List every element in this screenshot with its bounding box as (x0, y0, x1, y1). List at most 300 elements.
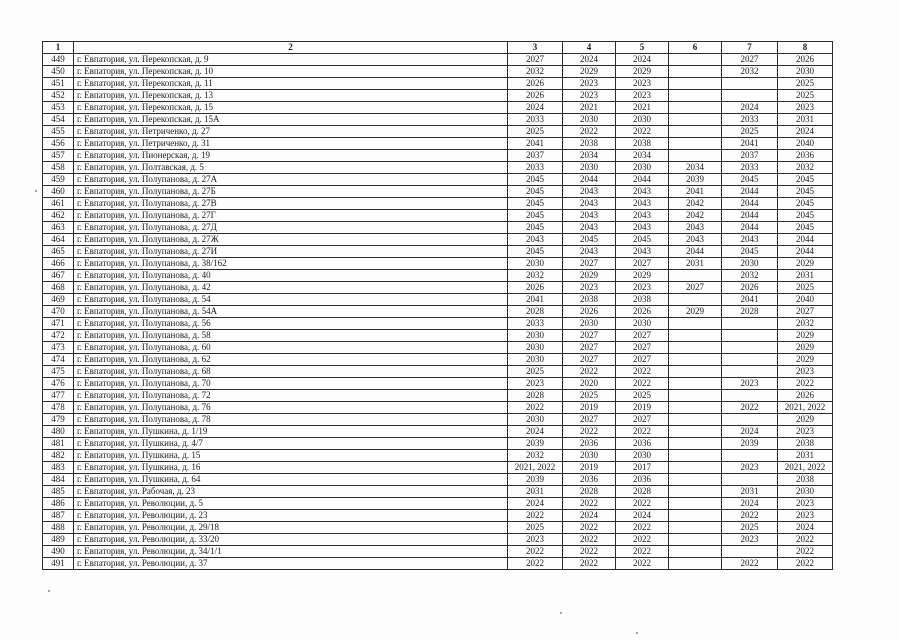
table-row (43, 474, 833, 486)
housing-schedule-table (42, 41, 833, 570)
year-col-8-cell: 2029 (778, 354, 833, 366)
scan-speck (560, 612, 562, 614)
year-col-5-cell: 2038 (616, 294, 669, 306)
year-col-8-cell: 2032 (778, 318, 833, 330)
year-col-3-cell: 2045 (508, 222, 563, 234)
year-col-8-cell: 2022 (778, 378, 833, 390)
year-col-4-cell: 2019 (563, 402, 616, 414)
year-col-3-cell: 2021, 2022 (508, 462, 563, 474)
table-row (43, 138, 833, 150)
year-col-4-cell: 2023 (563, 78, 616, 90)
year-col-6-cell (669, 330, 722, 342)
column-header-5: 5 (616, 42, 669, 54)
year-col-4-cell: 2027 (563, 330, 616, 342)
table-row (43, 498, 833, 510)
column-header-2: 2 (74, 42, 508, 54)
year-col-7-cell: 2032 (722, 270, 778, 282)
year-col-6-cell: 2031 (669, 258, 722, 270)
year-col-3-cell: 2033 (508, 318, 563, 330)
year-col-3-cell: 2023 (508, 534, 563, 546)
year-col-3-cell: 2025 (508, 522, 563, 534)
year-col-5-cell: 2022 (616, 126, 669, 138)
year-col-4-cell: 2044 (563, 174, 616, 186)
year-col-6-cell (669, 498, 722, 510)
row-number-cell: 473 (43, 342, 74, 354)
year-col-8-cell: 2025 (778, 90, 833, 102)
year-col-4-cell: 2022 (563, 366, 616, 378)
year-col-5-cell: 2027 (616, 354, 669, 366)
year-col-6-cell: 2043 (669, 222, 722, 234)
row-number-cell: 480 (43, 426, 74, 438)
year-col-3-cell: 2023 (508, 378, 563, 390)
address-cell: г. Евпатория, ул. Полупанова, д. 60 (74, 342, 508, 354)
year-col-4-cell: 2036 (563, 438, 616, 450)
year-col-7-cell: 2025 (722, 126, 778, 138)
year-col-4-cell: 2043 (563, 198, 616, 210)
year-col-4-cell: 2023 (563, 90, 616, 102)
year-col-8-cell: 2045 (778, 198, 833, 210)
row-number-cell: 487 (43, 510, 74, 522)
address-cell: г. Евпатория, ул. Полупанова, д. 40 (74, 270, 508, 282)
year-col-4-cell: 2045 (563, 234, 616, 246)
row-number-cell: 455 (43, 126, 74, 138)
row-number-cell: 470 (43, 306, 74, 318)
row-number-cell: 468 (43, 282, 74, 294)
year-col-5-cell: 2022 (616, 378, 669, 390)
year-col-8-cell: 2038 (778, 474, 833, 486)
year-col-7-cell: 2023 (722, 462, 778, 474)
column-header-4: 4 (563, 42, 616, 54)
year-col-7-cell: 2039 (722, 438, 778, 450)
year-col-7-cell: 2045 (722, 174, 778, 186)
year-col-7-cell: 2044 (722, 198, 778, 210)
year-col-8-cell: 2023 (778, 366, 833, 378)
year-col-4-cell: 2025 (563, 390, 616, 402)
year-col-7-cell: 2030 (722, 258, 778, 270)
year-col-8-cell: 2031 (778, 450, 833, 462)
year-col-5-cell: 2030 (616, 114, 669, 126)
year-col-6-cell: 2043 (669, 234, 722, 246)
row-number-cell: 462 (43, 210, 74, 222)
row-number-cell: 466 (43, 258, 74, 270)
year-col-5-cell: 2027 (616, 342, 669, 354)
year-col-5-cell: 2022 (616, 366, 669, 378)
year-col-6-cell (669, 462, 722, 474)
row-number-cell: 456 (43, 138, 74, 150)
year-col-3-cell: 2028 (508, 306, 563, 318)
year-col-6-cell (669, 318, 722, 330)
row-number-cell: 489 (43, 534, 74, 546)
address-cell: г. Евпатория, ул. Революции, д. 37 (74, 558, 508, 570)
year-col-3-cell: 2026 (508, 90, 563, 102)
year-col-6-cell (669, 150, 722, 162)
year-col-3-cell: 2030 (508, 258, 563, 270)
table-row (43, 486, 833, 498)
table-body (43, 54, 833, 570)
year-col-6-cell (669, 90, 722, 102)
year-col-3-cell: 2030 (508, 354, 563, 366)
year-col-6-cell (669, 510, 722, 522)
table-row (43, 222, 833, 234)
row-number-cell: 478 (43, 402, 74, 414)
year-col-3-cell: 2026 (508, 78, 563, 90)
table-row (43, 354, 833, 366)
year-col-3-cell: 2030 (508, 330, 563, 342)
row-number-cell: 490 (43, 546, 74, 558)
year-col-5-cell: 2027 (616, 414, 669, 426)
year-col-4-cell: 2021 (563, 102, 616, 114)
year-col-8-cell: 2022 (778, 558, 833, 570)
year-col-3-cell: 2041 (508, 294, 563, 306)
year-col-7-cell: 2037 (722, 150, 778, 162)
table-row (43, 318, 833, 330)
row-number-cell: 453 (43, 102, 74, 114)
year-col-8-cell: 2025 (778, 282, 833, 294)
year-col-6-cell (669, 102, 722, 114)
table-row (43, 258, 833, 270)
year-col-6-cell: 2042 (669, 198, 722, 210)
year-col-5-cell: 2023 (616, 90, 669, 102)
year-col-5-cell: 2022 (616, 426, 669, 438)
year-col-4-cell: 2022 (563, 534, 616, 546)
year-col-3-cell: 2022 (508, 546, 563, 558)
year-col-4-cell: 2022 (563, 126, 616, 138)
address-cell: г. Евпатория, ул. Полупанова, д. 27Д (74, 222, 508, 234)
address-cell: г. Евпатория, ул. Революции, д. 23 (74, 510, 508, 522)
year-col-3-cell: 2031 (508, 486, 563, 498)
address-cell: г. Евпатория, ул. Полупанова, д. 27В (74, 198, 508, 210)
year-col-6-cell (669, 114, 722, 126)
year-col-4-cell: 2022 (563, 426, 616, 438)
row-number-cell: 488 (43, 522, 74, 534)
year-col-7-cell: 2033 (722, 114, 778, 126)
year-col-8-cell: 2045 (778, 222, 833, 234)
year-col-5-cell: 2024 (616, 54, 669, 66)
year-col-3-cell: 2028 (508, 390, 563, 402)
year-col-6-cell (669, 546, 722, 558)
year-col-5-cell: 2029 (616, 66, 669, 78)
year-col-4-cell: 2022 (563, 546, 616, 558)
year-col-6-cell (669, 342, 722, 354)
year-col-3-cell: 2045 (508, 186, 563, 198)
row-number-cell: 454 (43, 114, 74, 126)
year-col-8-cell: 2026 (778, 54, 833, 66)
year-col-7-cell (722, 354, 778, 366)
header-row (43, 42, 833, 54)
year-col-5-cell: 2028 (616, 486, 669, 498)
row-number-cell: 484 (43, 474, 74, 486)
address-cell: г. Евпатория, ул. Полупанова, д. 62 (74, 354, 508, 366)
row-number-cell: 474 (43, 354, 74, 366)
address-cell: г. Евпатория, ул. Революции, д. 29/18 (74, 522, 508, 534)
year-col-8-cell: 2029 (778, 258, 833, 270)
year-col-6-cell (669, 294, 722, 306)
year-col-5-cell: 2019 (616, 402, 669, 414)
address-cell: г. Евпатория, ул. Полупанова, д. 27Ж (74, 234, 508, 246)
year-col-6-cell (669, 366, 722, 378)
row-number-cell: 483 (43, 462, 74, 474)
year-col-7-cell: 2028 (722, 306, 778, 318)
table-row (43, 102, 833, 114)
year-col-8-cell: 2025 (778, 78, 833, 90)
year-col-4-cell: 2027 (563, 354, 616, 366)
year-col-7-cell (722, 414, 778, 426)
column-header-6: 6 (669, 42, 722, 54)
year-col-8-cell: 2029 (778, 330, 833, 342)
table-row (43, 90, 833, 102)
year-col-5-cell: 2030 (616, 450, 669, 462)
year-col-5-cell: 2025 (616, 390, 669, 402)
row-number-cell: 476 (43, 378, 74, 390)
year-col-6-cell (669, 78, 722, 90)
year-col-8-cell: 2030 (778, 66, 833, 78)
address-cell: г. Евпатория, ул. Полупанова, д. 76 (74, 402, 508, 414)
row-number-cell: 458 (43, 162, 74, 174)
year-col-4-cell: 2043 (563, 222, 616, 234)
year-col-5-cell: 2022 (616, 522, 669, 534)
address-cell: г. Евпатория, ул. Полтавская, д. 5 (74, 162, 508, 174)
row-number-cell: 465 (43, 246, 74, 258)
year-col-3-cell: 2039 (508, 474, 563, 486)
year-col-4-cell: 2023 (563, 282, 616, 294)
row-number-cell: 467 (43, 270, 74, 282)
year-col-3-cell: 2030 (508, 414, 563, 426)
year-col-7-cell: 2044 (722, 186, 778, 198)
year-col-7-cell: 2023 (722, 534, 778, 546)
table-row (43, 186, 833, 198)
year-col-6-cell (669, 126, 722, 138)
year-col-4-cell: 2030 (563, 450, 616, 462)
year-col-3-cell: 2033 (508, 114, 563, 126)
year-col-5-cell: 2043 (616, 198, 669, 210)
year-col-4-cell: 2043 (563, 210, 616, 222)
address-cell: г. Евпатория, ул. Полупанова, д. 27И (74, 246, 508, 258)
year-col-5-cell: 2022 (616, 558, 669, 570)
year-col-6-cell (669, 414, 722, 426)
year-col-3-cell: 2032 (508, 270, 563, 282)
year-col-4-cell: 2022 (563, 522, 616, 534)
address-cell: г. Евпатория, ул. Полупанова, д. 72 (74, 390, 508, 402)
year-col-7-cell: 2044 (722, 210, 778, 222)
year-col-4-cell: 2030 (563, 162, 616, 174)
address-cell: г. Евпатория, ул. Революции, д. 34/1/1 (74, 546, 508, 558)
year-col-5-cell: 2027 (616, 258, 669, 270)
address-cell: г. Евпатория, ул. Полупанова, д. 78 (74, 414, 508, 426)
year-col-8-cell: 2031 (778, 114, 833, 126)
year-col-7-cell (722, 342, 778, 354)
year-col-6-cell (669, 390, 722, 402)
year-col-6-cell (669, 486, 722, 498)
table-row (43, 390, 833, 402)
table-row (43, 150, 833, 162)
row-number-cell: 491 (43, 558, 74, 570)
row-number-cell: 460 (43, 186, 74, 198)
year-col-3-cell: 2045 (508, 198, 563, 210)
column-header-1: 1 (43, 42, 74, 54)
table-row (43, 330, 833, 342)
year-col-6-cell (669, 534, 722, 546)
year-col-5-cell: 2038 (616, 138, 669, 150)
row-number-cell: 486 (43, 498, 74, 510)
row-number-cell: 452 (43, 90, 74, 102)
year-col-4-cell: 2027 (563, 342, 616, 354)
address-cell: г. Евпатория, ул. Перекопская, д. 13 (74, 90, 508, 102)
year-col-4-cell: 2020 (563, 378, 616, 390)
year-col-6-cell (669, 54, 722, 66)
year-col-3-cell: 2045 (508, 246, 563, 258)
year-col-5-cell: 2030 (616, 318, 669, 330)
year-col-6-cell (669, 438, 722, 450)
address-cell: г. Евпатория, ул. Петриченко, д. 31 (74, 138, 508, 150)
table-row (43, 510, 833, 522)
year-col-7-cell: 2024 (722, 498, 778, 510)
scan-speck (636, 632, 638, 634)
year-col-8-cell: 2045 (778, 186, 833, 198)
year-col-5-cell: 2029 (616, 270, 669, 282)
address-cell: г. Евпатория, ул. Пушкина, д. 64 (74, 474, 508, 486)
year-col-7-cell: 2043 (722, 234, 778, 246)
row-number-cell: 463 (43, 222, 74, 234)
address-cell: г. Евпатория, ул. Петриченко, д. 27 (74, 126, 508, 138)
column-header-7: 7 (722, 42, 778, 54)
year-col-7-cell: 2041 (722, 294, 778, 306)
table-row (43, 282, 833, 294)
year-col-3-cell: 2045 (508, 174, 563, 186)
year-col-6-cell (669, 450, 722, 462)
year-col-6-cell (669, 378, 722, 390)
year-col-5-cell: 2024 (616, 510, 669, 522)
table-row (43, 294, 833, 306)
year-col-5-cell: 2043 (616, 246, 669, 258)
year-col-7-cell: 2022 (722, 402, 778, 414)
table-row (43, 378, 833, 390)
year-col-5-cell: 2023 (616, 78, 669, 90)
year-col-5-cell: 2036 (616, 438, 669, 450)
table-header (43, 42, 833, 54)
year-col-7-cell (722, 90, 778, 102)
year-col-5-cell: 2044 (616, 174, 669, 186)
table-row (43, 234, 833, 246)
year-col-8-cell: 2029 (778, 414, 833, 426)
table-row (43, 462, 833, 474)
year-col-3-cell: 2043 (508, 234, 563, 246)
row-number-cell: 459 (43, 174, 74, 186)
address-cell: г. Евпатория, ул. Революции, д. 5 (74, 498, 508, 510)
year-col-7-cell: 2024 (722, 102, 778, 114)
table-row (43, 534, 833, 546)
address-cell: г. Евпатория, ул. Полупанова, д. 27А (74, 174, 508, 186)
year-col-8-cell: 2036 (778, 150, 833, 162)
year-col-3-cell: 2025 (508, 366, 563, 378)
year-col-4-cell: 2030 (563, 318, 616, 330)
year-col-6-cell (669, 558, 722, 570)
year-col-6-cell: 2041 (669, 186, 722, 198)
address-cell: г. Евпатория, ул. Перекопская, д. 9 (74, 54, 508, 66)
scan-speck (35, 190, 37, 192)
year-col-8-cell: 2040 (778, 138, 833, 150)
year-col-7-cell: 2044 (722, 222, 778, 234)
table-row (43, 558, 833, 570)
year-col-3-cell: 2024 (508, 498, 563, 510)
year-col-3-cell: 2039 (508, 438, 563, 450)
table-row (43, 270, 833, 282)
year-col-6-cell (669, 354, 722, 366)
year-col-3-cell: 2022 (508, 510, 563, 522)
year-col-8-cell: 2022 (778, 546, 833, 558)
year-col-5-cell: 2027 (616, 330, 669, 342)
year-col-8-cell: 2024 (778, 522, 833, 534)
year-col-7-cell: 2045 (722, 246, 778, 258)
year-col-6-cell: 2042 (669, 210, 722, 222)
address-cell: г. Евпатория, ул. Полупанова, д. 54А (74, 306, 508, 318)
row-number-cell: 482 (43, 450, 74, 462)
year-col-5-cell: 2043 (616, 210, 669, 222)
year-col-6-cell: 2029 (669, 306, 722, 318)
table-row (43, 450, 833, 462)
row-number-cell: 449 (43, 54, 74, 66)
table-row (43, 546, 833, 558)
year-col-7-cell: 2022 (722, 510, 778, 522)
address-cell: г. Евпатория, ул. Перекопская, д. 15А (74, 114, 508, 126)
table-row (43, 78, 833, 90)
address-cell: г. Евпатория, ул. Пушкина, д. 16 (74, 462, 508, 474)
year-col-5-cell: 2036 (616, 474, 669, 486)
table-row (43, 342, 833, 354)
year-col-7-cell: 2026 (722, 282, 778, 294)
year-col-5-cell: 2045 (616, 234, 669, 246)
year-col-5-cell: 2021 (616, 102, 669, 114)
year-col-3-cell: 2045 (508, 210, 563, 222)
year-col-7-cell (722, 546, 778, 558)
address-cell: г. Евпатория, ул. Полупанова, д. 56 (74, 318, 508, 330)
year-col-7-cell (722, 450, 778, 462)
row-number-cell: 481 (43, 438, 74, 450)
year-col-3-cell: 2027 (508, 54, 563, 66)
address-cell: г. Евпатория, ул. Полупанова, д. 70 (74, 378, 508, 390)
year-col-4-cell: 2036 (563, 474, 616, 486)
year-col-4-cell: 2019 (563, 462, 616, 474)
year-col-3-cell: 2024 (508, 102, 563, 114)
row-number-cell: 479 (43, 414, 74, 426)
row-number-cell: 477 (43, 390, 74, 402)
year-col-6-cell: 2039 (669, 174, 722, 186)
year-col-8-cell: 2021, 2022 (778, 462, 833, 474)
address-cell: г. Евпатория, ул. Полупанова, д. 54 (74, 294, 508, 306)
year-col-8-cell: 2038 (778, 438, 833, 450)
year-col-8-cell: 2027 (778, 306, 833, 318)
column-header-3: 3 (508, 42, 563, 54)
year-col-8-cell: 2026 (778, 390, 833, 402)
year-col-6-cell (669, 138, 722, 150)
year-col-5-cell: 2043 (616, 186, 669, 198)
scan-speck (48, 590, 50, 592)
year-col-6-cell (669, 66, 722, 78)
year-col-7-cell: 2024 (722, 426, 778, 438)
year-col-6-cell (669, 522, 722, 534)
address-cell: г. Евпатория, ул. Полупанова, д. 68 (74, 366, 508, 378)
year-col-5-cell: 2043 (616, 222, 669, 234)
address-cell: г. Евпатория, ул. Полупанова, д. 58 (74, 330, 508, 342)
address-cell: г. Евпатория, ул. Полупанова, д. 27Г (74, 210, 508, 222)
row-number-cell: 464 (43, 234, 74, 246)
year-col-8-cell: 2021, 2022 (778, 402, 833, 414)
row-number-cell: 475 (43, 366, 74, 378)
address-cell: г. Евпатория, ул. Пушкина, д. 1/19 (74, 426, 508, 438)
table-row (43, 414, 833, 426)
address-cell: г. Евпатория, ул. Революции, д. 33/20 (74, 534, 508, 546)
year-col-5-cell: 2023 (616, 282, 669, 294)
year-col-6-cell: 2034 (669, 162, 722, 174)
